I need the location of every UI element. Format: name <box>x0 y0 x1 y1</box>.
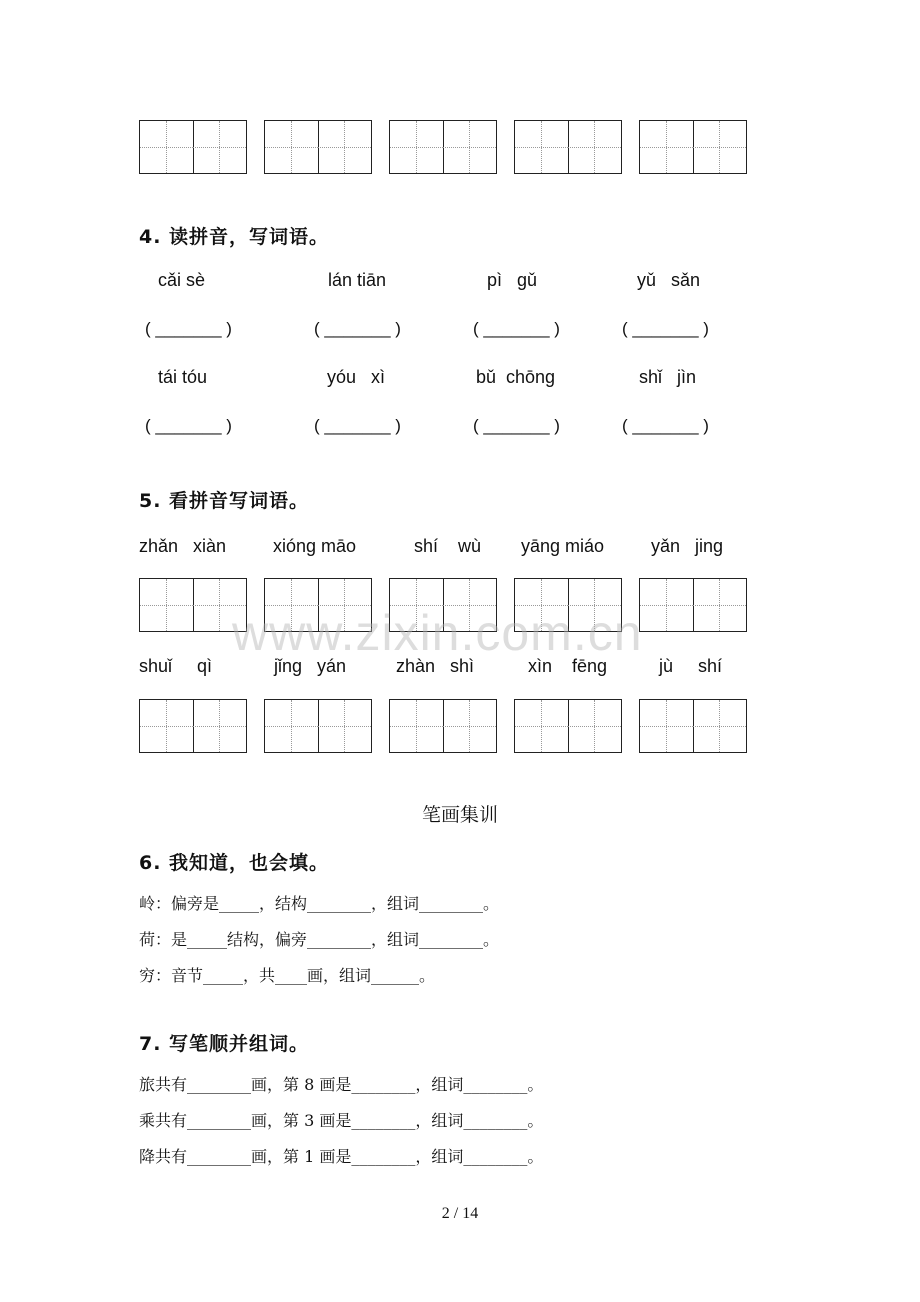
pinyin-label: xìn fēng <box>528 656 608 676</box>
writing-box[interactable] <box>389 120 497 174</box>
exercise-line[interactable]: 岭：偏旁是_____，结构________，组词________。 <box>139 894 500 913</box>
exercise-line[interactable]: 穷：音节_____，共____画，组词______。 <box>139 966 436 985</box>
pinyin-label: jǐng yán <box>274 656 347 676</box>
answer-blank[interactable]: ( _______ ) <box>622 416 709 435</box>
section-title: 笔画集训 <box>421 804 498 826</box>
answer-blank[interactable]: ( _______ ) <box>314 416 401 435</box>
pinyin-label: xióng māo <box>273 536 357 556</box>
pinyin-label: yǎn jing <box>651 536 724 556</box>
writing-box[interactable] <box>639 120 747 174</box>
pinyin-label: pì gǔ <box>487 270 538 290</box>
answer-blank[interactable]: ( _______ ) <box>145 416 232 435</box>
watermark: www.zixin.com.cn <box>232 605 643 661</box>
pinyin-label: bǔ chōng <box>476 367 556 387</box>
writing-box[interactable] <box>139 578 247 632</box>
section-5-heading: 5. 看拼音写词语。 <box>139 490 310 512</box>
writing-box[interactable] <box>639 578 747 632</box>
exercise-line[interactable]: 旅共有________画，第 8 画是________，组词________。 <box>139 1075 544 1094</box>
answer-blank[interactable]: ( _______ ) <box>145 319 232 338</box>
section-4-heading: 4. 读拼音，写词语。 <box>139 226 330 248</box>
writing-box[interactable] <box>514 699 622 753</box>
answer-blank[interactable]: ( _______ ) <box>622 319 709 338</box>
answer-blank[interactable]: ( _______ ) <box>473 319 560 338</box>
pinyin-label: shuǐ qì <box>139 656 213 676</box>
writing-box[interactable] <box>639 699 747 753</box>
pinyin-label: yóu xì <box>327 367 386 387</box>
pinyin-label: lán tiān <box>328 270 387 290</box>
writing-box[interactable] <box>264 120 372 174</box>
pinyin-label: zhàn shì <box>396 656 475 676</box>
writing-grid-row-top <box>139 120 749 174</box>
writing-box[interactable] <box>389 699 497 753</box>
pinyin-label: shí wù <box>414 536 482 556</box>
pinyin-label: zhǎn xiàn <box>139 536 227 556</box>
writing-box[interactable] <box>139 120 247 174</box>
pinyin-label: jù shí <box>659 656 723 676</box>
pinyin-label: tái tóu <box>158 367 208 387</box>
writing-box[interactable] <box>514 120 622 174</box>
section-6-heading: 6. 我知道，也会填。 <box>139 852 330 874</box>
answer-blank[interactable]: ( _______ ) <box>473 416 560 435</box>
writing-grid-row <box>139 699 749 753</box>
writing-box[interactable] <box>139 699 247 753</box>
answer-blank[interactable]: ( _______ ) <box>314 319 401 338</box>
pinyin-label: cǎi sè <box>158 270 206 290</box>
writing-box[interactable] <box>264 699 372 753</box>
pinyin-label: yǔ sǎn <box>637 270 701 290</box>
exercise-line[interactable]: 降共有________画，第 1 画是________，组词________。 <box>139 1147 544 1166</box>
pinyin-label: yāng miáo <box>521 536 605 556</box>
page-number: 2 / 14 <box>441 1205 479 1222</box>
exercise-line[interactable]: 荷：是_____结构，偏旁________，组词________。 <box>139 930 500 949</box>
pinyin-label: shǐ jìn <box>639 367 697 387</box>
exercise-line[interactable]: 乘共有________画，第 3 画是________，组词________。 <box>139 1111 544 1130</box>
section-7-heading: 7. 写笔顺并组词。 <box>139 1033 310 1055</box>
